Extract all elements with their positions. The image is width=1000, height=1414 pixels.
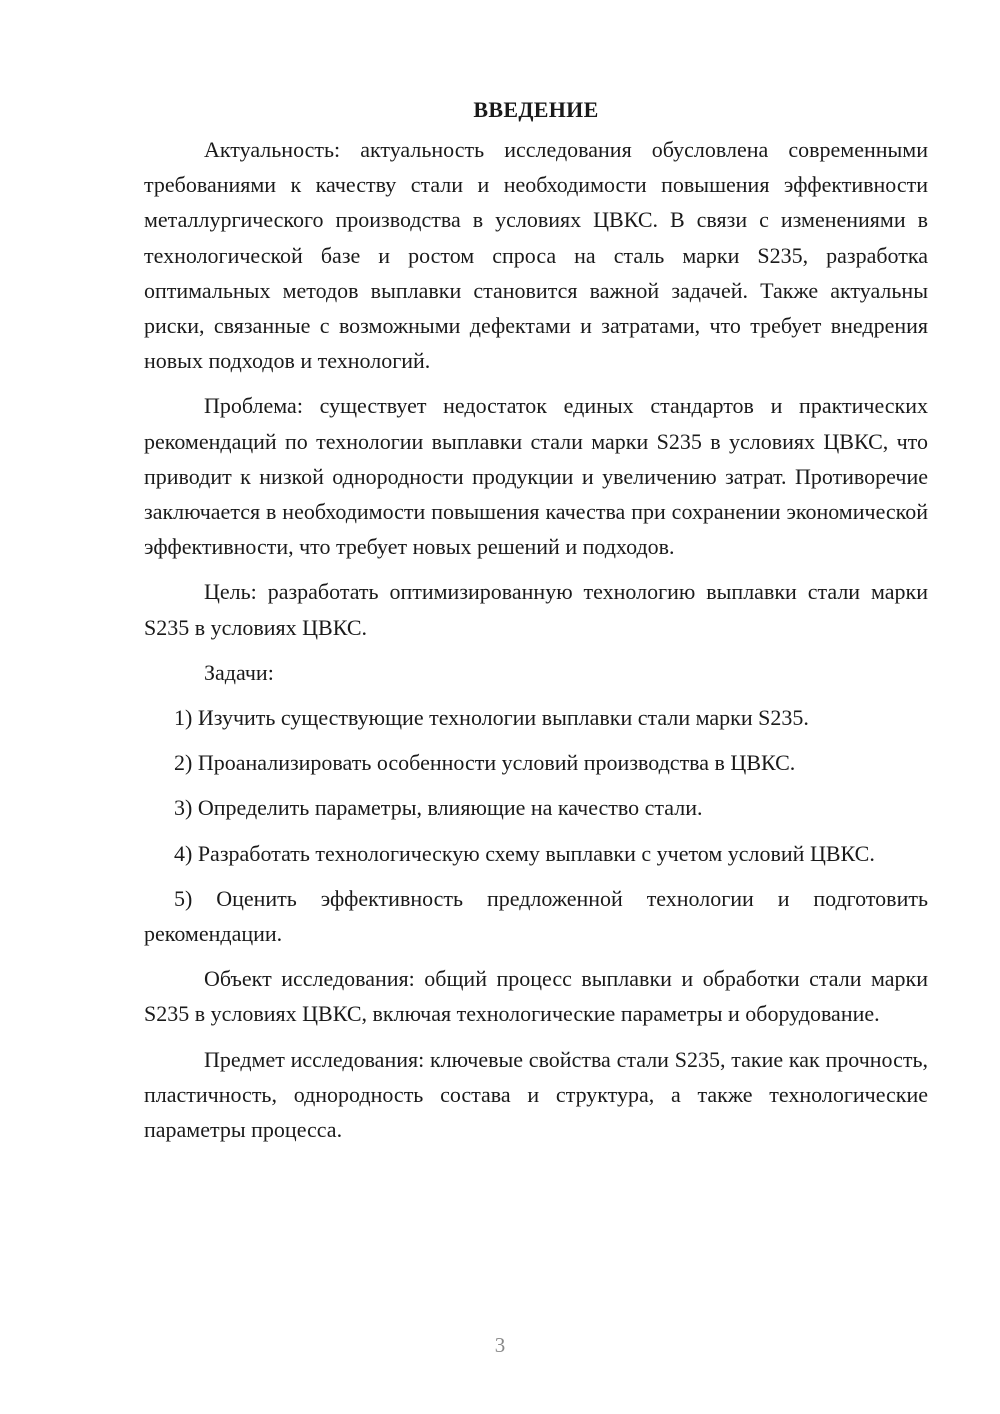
page-number: 3 bbox=[494, 1333, 506, 1357]
paragraph-subject: Предмет исследования: ключевые свойства стали S235, такие как прочность, пластичность, однородность состава и структура, а также технологические параметры процесса. bbox=[144, 1046, 928, 1143]
paragraph-relevance: Актуальность: актуальность исследования обусловлена современными требованиями к качеству стали и необходимости повышения эффективности металлургического производства в условиях ЦВКС. В связи с изменениями в технологической базе и ростом спроса на сталь марки S235, разработка оптимальных методов выплавки становится важной задачей. Также актуальны риски, связанные с возможными дефектами и затратами, что требует внедрения новых подходов и технологий. bbox=[144, 137, 928, 374]
task-item-2: 2) Проанализировать особенности условий производства в ЦВКС. bbox=[174, 750, 796, 776]
document-page bbox=[144, 92, 928, 1157]
task-item-3: 3) Определить параметры, влияющие на качество стали. bbox=[174, 795, 703, 821]
paragraph-goal: Цель: разработать оптимизированную технологию выплавки стали марки S235 в условиях ЦВКС. bbox=[144, 579, 928, 640]
section-heading: ВВЕДЕНИЕ bbox=[473, 97, 599, 122]
tasks-label: Задачи: bbox=[204, 659, 274, 685]
task-item-1: 1) Изучить существующие технологии выплавки стали марки S235. bbox=[174, 705, 809, 731]
paragraph-object: Объект исследования: общий процесс выплавки и обработки стали марки S235 в условиях ЦВКС, включая технологические параметры и оборудование. bbox=[144, 966, 928, 1027]
paragraph-problem: Проблема: существует недостаток единых стандартов и практических рекомендаций по технологии выплавки стали марки S235 в условиях ЦВКС, что приводит к низкой однородности продукции и увеличению затрат. Противоречие заключается в необходимости повышения качества при сохранении экономической эффективности, что требует новых решений и подходов. bbox=[144, 393, 928, 560]
task-item-4: 4) Разработать технологическую схему выплавки с учетом условий ЦВКС. bbox=[174, 840, 875, 866]
task-item-5: 5) Оценить эффективность предложенной технологии и подготовить рекомендации. bbox=[144, 885, 928, 947]
